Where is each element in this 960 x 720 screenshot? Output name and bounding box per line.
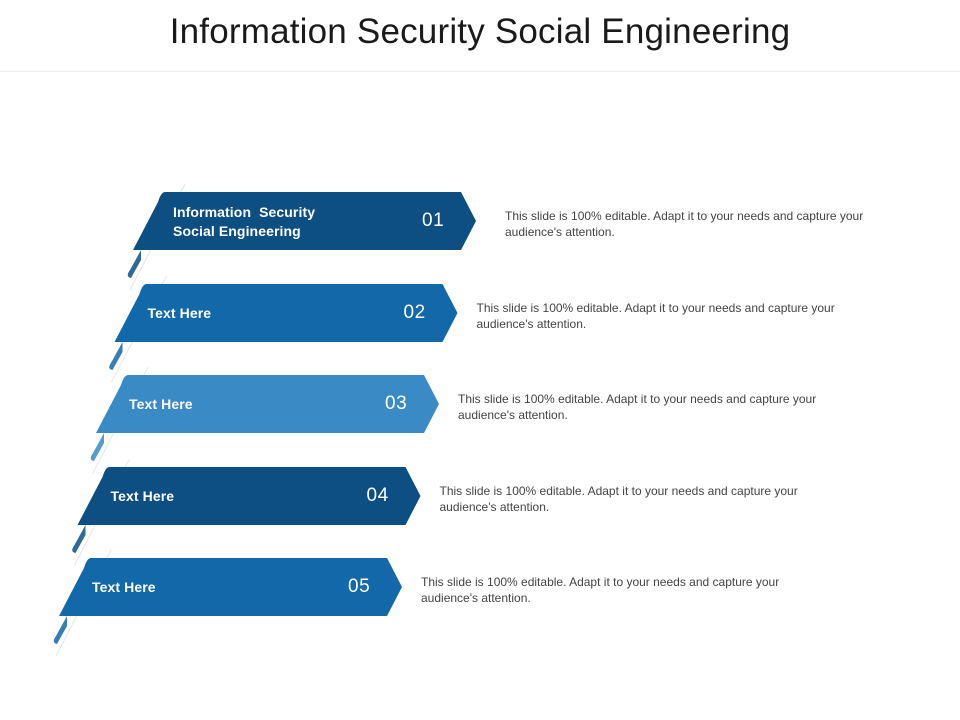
step-number: 05	[348, 576, 371, 597]
step-number: 04	[366, 484, 389, 506]
step-5	[0, 548, 960, 658]
step-label: Text Here	[129, 396, 193, 412]
step-label: Text Here	[110, 487, 175, 504]
step-label: Text Here	[147, 304, 212, 321]
step-description: This slide is 100% editable. Adapt it to your needs and capture your audience's attention.	[458, 392, 817, 422]
step-number: 01	[422, 210, 445, 231]
step-label: Information Security Social Engineering	[173, 204, 316, 239]
step-description: This slide is 100% editable. Adapt it to your needs and capture your audience's attention.	[476, 300, 835, 331]
page-title: Information Security Social Engineering	[169, 12, 791, 51]
title-divider	[0, 71, 960, 72]
step-fold-tab	[54, 616, 67, 644]
step-number: 03	[385, 393, 408, 414]
step-description: This slide is 100% editable. Adapt it to your needs and capture your audience's attention.	[505, 209, 864, 239]
step-description: This slide is 100% editable. Adapt it to your needs and capture your audience's attention.	[439, 483, 798, 514]
step-description: This slide is 100% editable. Adapt it to your needs and capture your audience's attention.	[421, 575, 780, 605]
step-number: 02	[403, 301, 426, 323]
step-label: Text Here	[92, 579, 156, 595]
